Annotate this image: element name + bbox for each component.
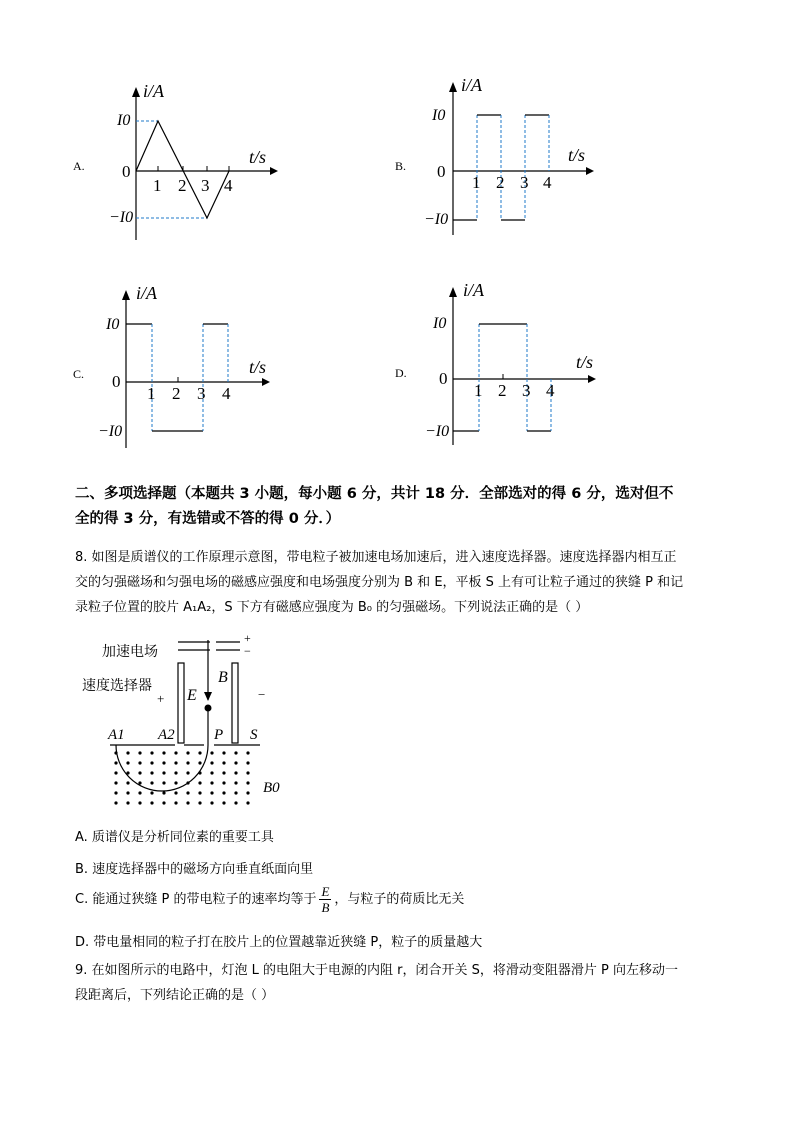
s-label: S	[250, 727, 258, 743]
field-dot	[174, 801, 177, 804]
origin-label: 0	[437, 162, 446, 181]
field-dot	[234, 771, 237, 774]
field-dot	[150, 801, 153, 804]
field-dot	[114, 751, 117, 754]
graph-c	[65, 283, 285, 457]
stem-line: 交的匀强磁场和匀强电场的磁感应强度和电场强度分别为 B 和 E，平板 S 上有可让粒子通过的狭缝 P 和记	[75, 575, 684, 590]
y-axis-label: i/A	[461, 75, 482, 95]
field-dot	[198, 781, 201, 784]
field-dot	[210, 751, 213, 754]
origin-label: 0	[112, 372, 121, 391]
minus-top-label: −	[244, 644, 251, 658]
field-dot	[222, 751, 225, 754]
i0-label: I0	[432, 107, 446, 124]
tick-label: 2	[498, 381, 507, 400]
graph-b	[390, 75, 610, 249]
field-dot	[246, 781, 249, 784]
field-dot	[222, 761, 225, 764]
field-dot	[162, 781, 165, 784]
velocity-selector-label: 速度选择器	[82, 678, 152, 694]
tick-label: 1	[474, 381, 483, 400]
field-dots	[114, 751, 249, 804]
field-dot	[246, 771, 249, 774]
i0-label: I0	[106, 316, 120, 333]
field-dot	[246, 751, 249, 754]
field-dot	[198, 801, 201, 804]
field-dot	[174, 771, 177, 774]
question-8-stem	[75, 545, 725, 620]
field-dot	[186, 801, 189, 804]
field-dot	[162, 791, 165, 794]
field-dot	[150, 781, 153, 784]
tick-label: 2	[172, 384, 181, 403]
fraction-e-over-b	[319, 884, 331, 915]
field-dot	[114, 771, 117, 774]
option-letter-c: C.	[73, 367, 85, 381]
neg-i0-label: −I0	[109, 209, 134, 226]
stem-line: 8. 如图是质谱仪的工作原理示意图，带电粒子被加速电场加速后，进入速度选择器。速度选择器内相互正	[75, 550, 677, 565]
b0-label: B0	[263, 780, 280, 796]
e-label: E	[187, 687, 197, 704]
tick-label: 3	[201, 176, 210, 195]
field-dot	[186, 781, 189, 784]
field-dot	[246, 801, 249, 804]
tick-label: 4	[224, 176, 233, 195]
x-axis-label: t/s	[249, 357, 267, 377]
tick-label: 1	[472, 173, 481, 192]
graph-d	[390, 280, 610, 454]
fraction-numerator: E	[321, 884, 330, 899]
field-dot	[210, 791, 213, 794]
field-dot	[186, 761, 189, 764]
field-dot	[186, 791, 189, 794]
neg-i0-label: −I0	[425, 423, 450, 440]
tick-label: 2	[496, 173, 505, 192]
field-dot	[126, 781, 129, 784]
tick-label: 1	[153, 176, 162, 195]
option-a[interactable]: A. 质谱仪是分析同位素的重要工具	[75, 830, 274, 845]
option-letter-a: A.	[73, 159, 85, 173]
tick-label: 4	[543, 173, 552, 192]
field-dot	[234, 761, 237, 764]
field-dot	[222, 791, 225, 794]
section-title-line: 二、多项选择题（本题共 3 小题，每小题 6 分，共计 18 分．全部选对的得 6 分，选对但不	[75, 486, 674, 502]
y-axis-label: i/A	[463, 280, 484, 300]
field-dot	[126, 791, 129, 794]
field-dot	[246, 761, 249, 764]
origin-label: 0	[439, 369, 448, 388]
fraction-denominator: B	[321, 900, 330, 915]
field-dot	[162, 801, 165, 804]
tick-label: 2	[178, 176, 187, 195]
field-dot	[210, 761, 213, 764]
field-dot	[234, 801, 237, 804]
field-dot	[174, 791, 177, 794]
field-dot	[138, 761, 141, 764]
section-title	[75, 482, 725, 532]
field-dot	[210, 801, 213, 804]
field-dot	[150, 761, 153, 764]
x-axis-label: t/s	[249, 147, 267, 167]
neg-i0-label: −I0	[424, 211, 449, 228]
question-9-stem	[75, 958, 725, 1008]
b-label: B	[218, 669, 228, 686]
p-label: P	[214, 727, 224, 743]
y-axis-label: i/A	[143, 81, 164, 101]
field-dot	[126, 751, 129, 754]
neg-i0-label: −I0	[98, 423, 123, 440]
tick-label: 4	[222, 384, 231, 403]
field-dot	[138, 801, 141, 804]
field-dot	[138, 791, 141, 794]
field-dot	[222, 801, 225, 804]
stem-line: 录粒子位置的胶片 A₁A₂，S 下方有磁感应强度为 B₀ 的匀强磁场。下列说法正确的是（ ）	[75, 600, 589, 615]
field-dot	[210, 781, 213, 784]
field-dot	[234, 781, 237, 784]
tick-label: 3	[520, 173, 529, 192]
field-dot	[114, 761, 117, 764]
x-axis-label: t/s	[576, 352, 594, 372]
field-dot	[114, 801, 117, 804]
mass-spectrometer-diagram	[80, 631, 290, 810]
field-dot	[126, 761, 129, 764]
a1-label: A1	[108, 727, 125, 743]
x-axis-label: t/s	[568, 145, 586, 165]
field-dot	[162, 751, 165, 754]
field-dot	[246, 791, 249, 794]
field-dot	[186, 751, 189, 754]
option-c-text-pre: C. 能通过狭缝 P 的带电粒子的速率均等于	[75, 892, 317, 907]
field-dot	[114, 791, 117, 794]
origin-label: 0	[122, 162, 131, 181]
a2-label: A2	[158, 727, 175, 743]
field-dot	[186, 771, 189, 774]
field-dot	[126, 801, 129, 804]
field-dot	[162, 771, 165, 774]
section-title-line: 全的得 3 分，有选错或不答的得 0 分．）	[75, 511, 341, 527]
tick-label: 3	[522, 381, 531, 400]
i0-label: I0	[433, 315, 447, 332]
field-dot	[198, 791, 201, 794]
minus-right-label: −	[258, 687, 266, 702]
option-letter-b: B.	[395, 159, 407, 173]
option-d[interactable]: D. 带电量相同的粒子打在胶片上的位置越靠近狭缝 P，粒子的质量越大	[75, 935, 483, 950]
y-axis-label: i/A	[136, 283, 157, 303]
field-dot	[174, 751, 177, 754]
field-dot	[234, 751, 237, 754]
graph-a	[65, 75, 285, 249]
tick-label: 4	[546, 381, 555, 400]
field-dot	[222, 781, 225, 784]
option-b[interactable]: B. 速度选择器中的磁场方向垂直纸面向里	[75, 862, 314, 877]
tick-label: 1	[147, 384, 156, 403]
tick-label: 3	[197, 384, 206, 403]
field-dot	[210, 771, 213, 774]
field-dot	[222, 771, 225, 774]
field-dot	[198, 771, 201, 774]
field-dot	[198, 751, 201, 754]
diagram-svg	[80, 635, 290, 810]
field-dot	[138, 751, 141, 754]
field-dot	[150, 791, 153, 794]
accel-field-label: 加速电场	[102, 644, 158, 660]
field-dot	[126, 771, 129, 774]
field-dot	[234, 791, 237, 794]
field-dot	[138, 781, 141, 784]
field-dot	[162, 761, 165, 764]
i0-label: I0	[117, 112, 131, 129]
field-dot	[174, 761, 177, 764]
field-dot	[138, 771, 141, 774]
field-dot	[174, 781, 177, 784]
field-dot	[114, 781, 117, 784]
field-dot	[150, 751, 153, 754]
stem-line: 9. 在如图所示的电路中，灯泡 L 的电阻大于电源的内阻 r，闭合开关 S，将滑动变阻器滑片 P 向左移动一	[75, 963, 679, 978]
plus-top-label: +	[244, 631, 251, 645]
stem-line: 段距离后，下列结论正确的是（ ）	[75, 988, 275, 1003]
plus-left-label: +	[157, 691, 165, 706]
option-c-text-post: ，与粒子的荷质比无关	[334, 892, 465, 907]
option-letter-d: D.	[395, 366, 407, 380]
field-dot	[150, 771, 153, 774]
option-c[interactable]	[75, 884, 464, 915]
field-dot	[198, 761, 201, 764]
